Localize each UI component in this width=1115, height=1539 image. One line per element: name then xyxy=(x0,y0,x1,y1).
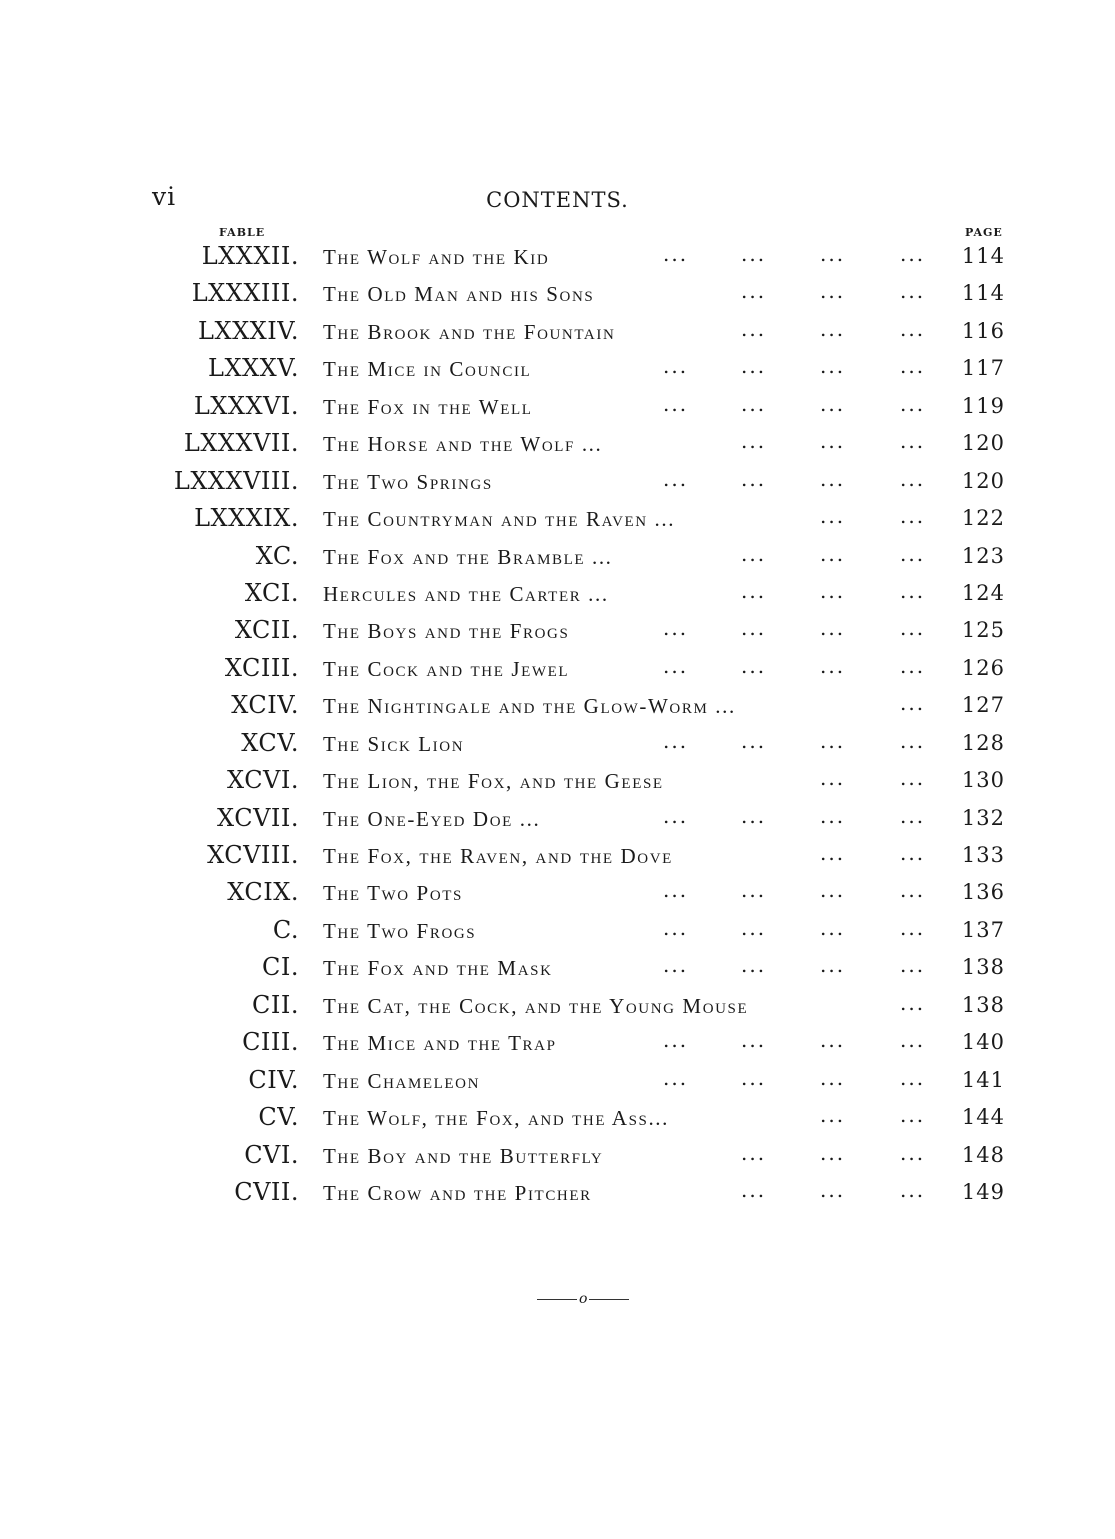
page-ref: 128 xyxy=(961,730,1005,755)
dot-leader: ... xyxy=(741,915,767,940)
dot-leader: ... xyxy=(663,728,689,753)
dot-leader: ... xyxy=(900,242,926,266)
dot-leader: ... xyxy=(900,1065,926,1090)
dot-leader: ... xyxy=(820,1065,846,1090)
fable-number: CIII. xyxy=(242,1028,299,1057)
dot-leader: ... xyxy=(900,1177,926,1202)
fable-title: The Mice in Council xyxy=(323,357,532,382)
toc-entry xyxy=(0,951,1115,988)
dot-leader: ... xyxy=(820,429,846,454)
page-ref: 136 xyxy=(961,880,1005,905)
fable-title: The Old Man and his Sons xyxy=(323,282,595,307)
fable-number: LXXXVIII. xyxy=(173,466,299,495)
page-ref: 123 xyxy=(961,543,1005,568)
dot-leader: ... xyxy=(663,1065,689,1090)
toc-entry xyxy=(0,876,1115,913)
dot-leader: ... xyxy=(820,878,846,903)
dot-leader: ... xyxy=(820,653,846,678)
fable-title: The Fox and the Mask xyxy=(323,956,553,981)
fable-number: XCVIII. xyxy=(207,841,299,869)
fable-title: The Fox in the Well xyxy=(323,394,533,419)
toc-entry xyxy=(0,802,1115,839)
dot-leader: ... xyxy=(820,541,846,566)
dot-leader: ... xyxy=(900,316,926,341)
dot-leader: ... xyxy=(820,1103,846,1128)
toc-entry xyxy=(0,465,1115,502)
page-ref: 149 xyxy=(961,1179,1005,1204)
dot-leader: ... xyxy=(820,316,846,341)
fable-number: LXXXIX. xyxy=(194,504,299,533)
dot-leader: ... xyxy=(741,429,767,454)
dot-leader: ... xyxy=(741,1177,767,1202)
dot-leader: ... xyxy=(663,354,689,379)
toc-entry xyxy=(0,390,1115,427)
dot-leader: ... xyxy=(900,354,926,379)
fable-number: LXXXIV. xyxy=(198,316,299,345)
page-column-heading: PAGE xyxy=(965,226,1003,239)
page-ref: 137 xyxy=(961,917,1005,942)
dot-leader: ... xyxy=(820,354,846,379)
fable-number: LXXXVII. xyxy=(183,429,299,458)
fable-title: Hercules and the Carter ... xyxy=(323,581,609,606)
fable-title: The Brook and the Fountain xyxy=(323,319,616,344)
page-ref: 125 xyxy=(961,618,1005,643)
dot-leader: ... xyxy=(900,953,926,978)
dot-leader: ... xyxy=(900,990,926,1015)
dot-leader: ... xyxy=(820,728,846,753)
dot-leader: ... xyxy=(820,1140,846,1165)
toc-entry xyxy=(0,1064,1115,1101)
dot-leader: ... xyxy=(741,541,767,566)
dot-leader: ... xyxy=(741,578,767,603)
fable-number: C. xyxy=(272,915,299,944)
toc-entry xyxy=(0,727,1115,764)
fable-number: XCVI. xyxy=(227,766,299,795)
dot-leader: ... xyxy=(741,1065,767,1090)
dot-leader: ... xyxy=(741,728,767,753)
fable-title: The Fox, the Raven, and the Dove xyxy=(323,844,673,868)
dot-leader: ... xyxy=(820,616,846,641)
fable-number: XCII. xyxy=(234,616,299,645)
dot-leader: ... xyxy=(900,653,926,678)
toc-entry xyxy=(0,614,1115,651)
dot-leader: ... xyxy=(741,316,767,341)
fable-title: The Mice and the Trap xyxy=(323,1031,557,1056)
dot-leader: ... xyxy=(663,242,689,266)
dot-leader: ... xyxy=(741,803,767,828)
fable-column-heading: FABLE xyxy=(219,226,266,239)
dot-leader: ... xyxy=(741,466,767,491)
fable-title: The Fox and the Bramble ... xyxy=(323,544,613,569)
toc-entry xyxy=(0,277,1115,314)
dot-leader: ... xyxy=(663,878,689,903)
dot-leader: ... xyxy=(663,953,689,978)
dot-leader: ... xyxy=(900,466,926,491)
page-ref: 138 xyxy=(961,992,1005,1017)
fable-title: The Chameleon xyxy=(323,1068,481,1093)
dot-leader: ... xyxy=(663,803,689,828)
fable-title: The Two Pots xyxy=(323,881,463,906)
toc-entry xyxy=(0,427,1115,464)
fable-number: LXXXVI. xyxy=(193,391,299,420)
fable-number: XC. xyxy=(255,541,299,570)
dot-leader: ... xyxy=(900,1140,926,1165)
dot-leader: ... xyxy=(900,841,926,865)
toc-entry xyxy=(0,839,1115,876)
dot-leader: ... xyxy=(663,1028,689,1053)
dot-leader: ... xyxy=(820,915,846,940)
dot-leader: ... xyxy=(900,578,926,603)
toc-entry xyxy=(0,502,1115,539)
dot-leader: ... xyxy=(741,354,767,379)
page-ref: 114 xyxy=(961,281,1005,306)
fable-title: The Wolf and the Kid xyxy=(323,245,550,269)
fable-number: XCVII. xyxy=(217,803,299,832)
dot-leader: ... xyxy=(900,691,926,716)
fable-title: The One-Eyed Doe ... xyxy=(323,806,541,831)
dot-leader: ... xyxy=(820,953,846,978)
dot-leader: ... xyxy=(820,466,846,491)
page-ref: 144 xyxy=(961,1105,1005,1130)
table-of-contents xyxy=(0,240,1115,1213)
fable-number: CVII. xyxy=(234,1177,299,1206)
dot-leader: ... xyxy=(900,429,926,454)
dot-leader: ... xyxy=(900,541,926,566)
fable-title: The Boy and the Butterfly xyxy=(323,1143,604,1168)
toc-entry xyxy=(0,352,1115,389)
page-ref: 122 xyxy=(961,506,1005,531)
page-ref: 124 xyxy=(961,580,1005,605)
fable-number: XCV. xyxy=(241,728,299,757)
dot-leader: ... xyxy=(741,953,767,978)
page-ref: 132 xyxy=(961,805,1005,830)
toc-entry xyxy=(0,315,1115,352)
page-ref: 140 xyxy=(961,1030,1005,1055)
dot-leader: ... xyxy=(663,466,689,491)
dot-leader: ... xyxy=(820,841,846,865)
toc-entry xyxy=(0,764,1115,801)
fable-title: The Lion, the Fox, and the Geese xyxy=(323,769,664,794)
fable-number: CVI. xyxy=(244,1140,299,1169)
page-ref: 120 xyxy=(961,431,1005,456)
page-ref: 141 xyxy=(961,1067,1005,1092)
fable-title: The Countryman and the Raven ... xyxy=(323,507,676,532)
page-ref: 133 xyxy=(961,843,1005,867)
fable-title: The Boys and the Frogs xyxy=(323,619,570,644)
dot-leader: ... xyxy=(741,1140,767,1165)
dot-leader: ... xyxy=(820,803,846,828)
page-ref: 114 xyxy=(961,244,1005,268)
page-ref: 116 xyxy=(961,318,1005,343)
page-ref: 120 xyxy=(961,468,1005,493)
dot-leader: ... xyxy=(900,803,926,828)
dot-leader: ... xyxy=(820,391,846,416)
dot-leader: ... xyxy=(820,1028,846,1053)
dot-leader: ... xyxy=(663,391,689,416)
dot-leader: ... xyxy=(820,1177,846,1202)
closing-ornament xyxy=(537,1291,629,1307)
dot-leader: ... xyxy=(820,578,846,603)
dot-leader: ... xyxy=(741,391,767,416)
dot-leader: ... xyxy=(663,915,689,940)
toc-entry xyxy=(0,1101,1115,1138)
page-number: vi xyxy=(152,182,177,211)
dot-leader: ... xyxy=(900,279,926,304)
fable-number: CIV. xyxy=(248,1065,299,1094)
page-ref: 130 xyxy=(961,768,1005,793)
page-ref: 148 xyxy=(961,1142,1005,1167)
dot-leader: ... xyxy=(900,728,926,753)
fable-number: XCIII. xyxy=(224,653,299,682)
dot-leader: ... xyxy=(900,391,926,416)
fable-title: The Wolf, the Fox, and the Ass... xyxy=(323,1106,669,1131)
fable-title: The Sick Lion xyxy=(323,731,465,756)
dot-leader: ... xyxy=(741,279,767,304)
page-ref: 126 xyxy=(961,655,1005,680)
fable-number: XCIX. xyxy=(227,878,299,907)
dot-leader: ... xyxy=(741,1028,767,1053)
dot-leader: ... xyxy=(900,878,926,903)
fable-number: LXXXIII. xyxy=(191,279,299,308)
page-ref: 119 xyxy=(961,393,1005,418)
dot-leader: ... xyxy=(820,279,846,304)
fable-title: The Crow and the Pitcher xyxy=(323,1180,592,1205)
fable-title: The Two Springs xyxy=(323,469,493,494)
dot-leader: ... xyxy=(663,616,689,641)
fable-number: XCIV. xyxy=(231,691,299,720)
fable-number: LXXXII. xyxy=(201,242,299,270)
running-head: CONTENTS. xyxy=(486,188,629,212)
dot-leader: ... xyxy=(900,1103,926,1128)
fable-title: The Cat, the Cock, and the Young Mouse xyxy=(323,993,749,1018)
dot-leader: ... xyxy=(900,766,926,791)
toc-entry xyxy=(0,652,1115,689)
fable-number: CII. xyxy=(252,990,299,1019)
toc-entry xyxy=(0,1139,1115,1176)
dot-leader: ... xyxy=(741,242,767,266)
fable-number: XCI. xyxy=(244,578,299,607)
page-ref: 138 xyxy=(961,955,1005,980)
toc-entry xyxy=(0,1026,1115,1063)
dot-leader: ... xyxy=(900,1028,926,1053)
dot-leader: ... xyxy=(900,504,926,529)
fable-number: CV. xyxy=(258,1103,299,1132)
toc-entry xyxy=(0,914,1115,951)
dot-leader: ... xyxy=(741,616,767,641)
toc-entry xyxy=(0,989,1115,1026)
ornament-glyph: o xyxy=(579,1291,588,1307)
fable-title: The Two Frogs xyxy=(323,918,477,943)
fable-title: The Cock and the Jewel xyxy=(323,656,570,681)
toc-entry xyxy=(0,240,1115,277)
fable-number: CI. xyxy=(262,953,299,982)
fable-title: The Nightingale and the Glow-Worm ... xyxy=(323,694,736,719)
dot-leader: ... xyxy=(820,766,846,791)
fable-number: LXXXV. xyxy=(208,354,299,383)
dot-leader: ... xyxy=(900,616,926,641)
page-ref: 127 xyxy=(961,693,1005,718)
dot-leader: ... xyxy=(741,878,767,903)
toc-entry xyxy=(0,1176,1115,1213)
dot-leader: ... xyxy=(820,504,846,529)
dot-leader: ... xyxy=(900,915,926,940)
dot-leader: ... xyxy=(741,653,767,678)
dot-leader: ... xyxy=(820,242,846,266)
toc-entry xyxy=(0,577,1115,614)
fable-title: The Horse and the Wolf ... xyxy=(323,432,603,457)
toc-entry xyxy=(0,540,1115,577)
page-ref: 117 xyxy=(961,356,1005,381)
toc-entry xyxy=(0,689,1115,726)
dot-leader: ... xyxy=(663,653,689,678)
